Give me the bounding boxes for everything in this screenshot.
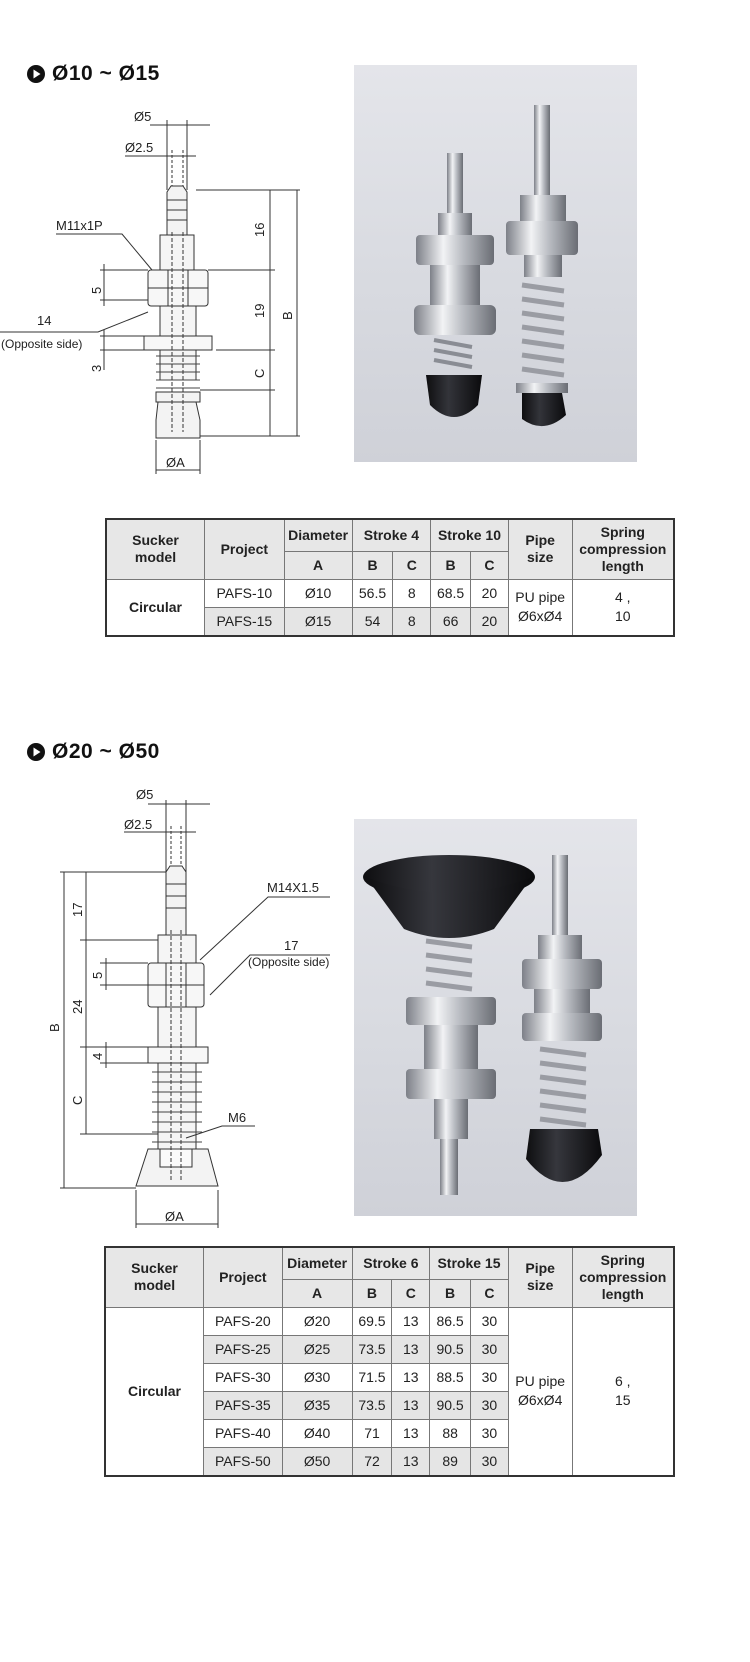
dim-b-label: B [280, 311, 295, 320]
project-cell: PAFS-35 [204, 1391, 283, 1419]
section-2-technical-drawing [0, 780, 350, 1230]
b1-cell: 69.5 [352, 1307, 392, 1335]
b2-cell: 86.5 [430, 1307, 471, 1335]
dim-19-label: 19 [252, 303, 267, 318]
c1-cell: 13 [392, 1447, 430, 1476]
diameter-cell: Ø15 [284, 607, 352, 636]
project-cell: PAFS-10 [205, 579, 285, 607]
project-cell: PAFS-50 [204, 1447, 283, 1476]
play-circle-icon [26, 64, 46, 84]
header-stroke-b: Stroke 15 [430, 1247, 509, 1279]
b1-cell: 54 [352, 607, 393, 636]
diameter-cell: Ø35 [282, 1391, 352, 1419]
section-1-title [26, 62, 160, 86]
model-cell: Circular [106, 579, 205, 636]
header-b: B [352, 1279, 392, 1307]
c1-cell: 13 [392, 1419, 430, 1447]
header-diameter: Diameter [282, 1247, 352, 1279]
header-project: Project [205, 519, 285, 579]
b1-cell: 73.5 [352, 1335, 392, 1363]
dim-4-label: 4 [90, 1052, 105, 1060]
header-diameter-a: A [284, 551, 352, 579]
header-diameter-a: A [282, 1279, 352, 1307]
c2-cell: 30 [471, 1419, 509, 1447]
header-c: C [393, 551, 431, 579]
play-circle-icon [26, 742, 46, 762]
spring-cell: 4 , 10 [572, 579, 674, 636]
m6-label: M6 [228, 1110, 247, 1125]
dim-a-label: ØA [166, 455, 185, 470]
c1-cell: 13 [392, 1363, 430, 1391]
dim-17-label: 17 [70, 902, 85, 917]
section-2-spec-table [104, 1246, 675, 1477]
c1-cell: 13 [392, 1335, 430, 1363]
header-sucker-model: Sucker model [106, 519, 205, 579]
dim-5-label: 5 [89, 286, 104, 294]
hex-label: 17 [284, 938, 299, 953]
dim-5-label: 5 [90, 971, 105, 979]
table-row [106, 579, 674, 607]
header-stroke-a: Stroke 6 [352, 1247, 430, 1279]
c1-cell: 13 [392, 1391, 430, 1419]
dim-b-label: B [47, 1023, 62, 1032]
header-sucker-model: Sucker model [105, 1247, 204, 1307]
table-row [105, 1307, 674, 1335]
header-spring: Spring compression length [572, 1247, 674, 1307]
dim-d5-label: Ø5 [134, 109, 152, 124]
header-c: C [392, 1279, 430, 1307]
diameter-cell: Ø40 [282, 1419, 352, 1447]
diameter-cell: Ø20 [282, 1307, 352, 1335]
project-cell: PAFS-40 [204, 1419, 283, 1447]
header-pipe-size: Pipe size [508, 1247, 572, 1307]
dim-3-label: 3 [89, 364, 104, 372]
project-cell: PAFS-25 [204, 1335, 283, 1363]
project-cell: PAFS-20 [204, 1307, 283, 1335]
c1-cell: 8 [393, 607, 431, 636]
thread-label: M11x1P [56, 218, 103, 233]
dim-d5-label: Ø5 [136, 787, 154, 802]
header-b: B [352, 551, 393, 579]
project-cell: PAFS-30 [204, 1363, 283, 1391]
header-spring: Spring compression length [572, 519, 674, 579]
c2-cell: 30 [471, 1307, 509, 1335]
c2-cell: 30 [471, 1363, 509, 1391]
c1-cell: 8 [393, 579, 431, 607]
b2-cell: 88.5 [430, 1363, 471, 1391]
dim-a-label: ØA [165, 1209, 184, 1224]
model-cell: Circular [105, 1307, 204, 1476]
dim-d2-5-label: Ø2.5 [124, 817, 153, 832]
b2-cell: 90.5 [430, 1335, 471, 1363]
c2-cell: 20 [471, 607, 509, 636]
b2-cell: 89 [430, 1447, 471, 1476]
section-1-title-text: Ø10 ~ Ø15 [52, 62, 160, 85]
header-c: C [471, 551, 509, 579]
dim-d2-5-label: Ø2.5 [125, 140, 154, 155]
c1-cell: 13 [392, 1307, 430, 1335]
header-b: B [430, 1279, 471, 1307]
hex-label: 14 [37, 313, 52, 328]
header-diameter: Diameter [284, 519, 352, 551]
diameter-cell: Ø30 [282, 1363, 352, 1391]
b1-cell: 71 [352, 1419, 392, 1447]
pipe-cell: PU pipe Ø6xØ4 [508, 1307, 572, 1476]
c2-cell: 20 [471, 579, 509, 607]
section-2-product-photo [354, 819, 637, 1216]
hex-note-label: (Opposite side) [248, 955, 330, 969]
header-stroke-b: Stroke 10 [431, 519, 509, 551]
c2-cell: 30 [471, 1447, 509, 1476]
c2-cell: 30 [471, 1335, 509, 1363]
b2-cell: 66 [431, 607, 471, 636]
hex-note-label: (Opposite side) [1, 337, 83, 351]
b1-cell: 71.5 [352, 1363, 392, 1391]
spring-cell: 6 , 15 [572, 1307, 674, 1476]
header-stroke-a: Stroke 4 [352, 519, 431, 551]
header-pipe-size: Pipe size [508, 519, 572, 579]
thread-label: M14X1.5 [267, 880, 320, 895]
section-2-title [26, 740, 160, 764]
section-1-product-photo [354, 65, 637, 462]
c2-cell: 30 [471, 1391, 509, 1419]
dim-c-label: C [70, 1095, 85, 1105]
dim-24-label: 24 [70, 999, 85, 1014]
b2-cell: 90.5 [430, 1391, 471, 1419]
dim-c-label: C [252, 368, 267, 378]
section-1-technical-drawing [0, 100, 340, 490]
diameter-cell: Ø25 [282, 1335, 352, 1363]
section-2-title-text: Ø20 ~ Ø50 [52, 740, 160, 763]
header-b: B [431, 551, 471, 579]
b1-cell: 72 [352, 1447, 392, 1476]
section-1-spec-table [105, 518, 675, 637]
header-c: C [471, 1279, 509, 1307]
b2-cell: 68.5 [431, 579, 471, 607]
pipe-cell: PU pipe Ø6xØ4 [508, 579, 572, 636]
dim-16-label: 16 [252, 222, 267, 237]
diameter-cell: Ø10 [284, 579, 352, 607]
b1-cell: 56.5 [352, 579, 393, 607]
project-cell: PAFS-15 [205, 607, 285, 636]
b2-cell: 88 [430, 1419, 471, 1447]
header-project: Project [204, 1247, 283, 1307]
diameter-cell: Ø50 [282, 1447, 352, 1476]
b1-cell: 73.5 [352, 1391, 392, 1419]
